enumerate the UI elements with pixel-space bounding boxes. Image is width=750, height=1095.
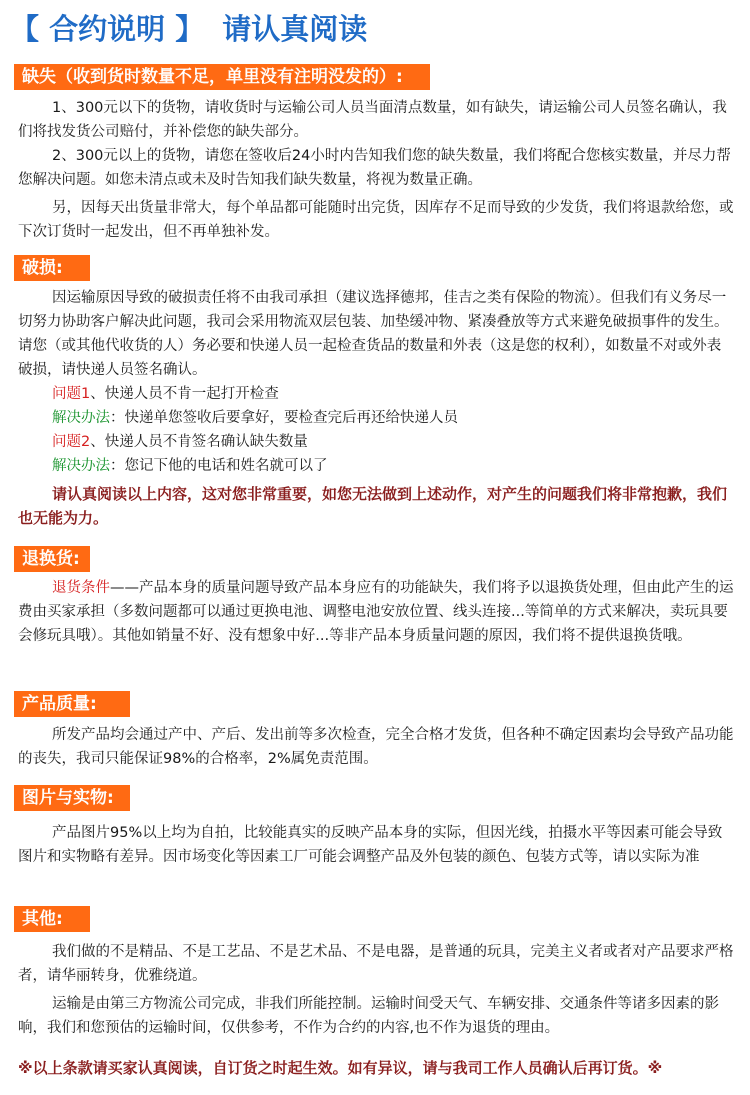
returns-condition-text: ——产品本身的质量问题导致产品本身应有的功能缺失，我们将予以退换货处理，但由此产生的运费由买家承担（多数问题都可以通过更换电池、调整电池安放位置、线头连接...等简单的方式来解决，卖玩具要会修玩具哦）。其他如销量不好、没有想象中好...等非产品本身质量问题的原因，我们将不提供退换货哦。: [18, 580, 734, 644]
other-paragraph-2: 运输是由第三方物流公司完成，非我们所能控制。运输时间受天气、车辆安排、交通条件等诸多因素的影响，我们和您预估的运输时间，仅供参考，不作为合约的内容,也不作为退货的理由。: [18, 996, 719, 1036]
question-2-text: 、快递人员不肯签名确认缺失数量: [90, 434, 308, 450]
question-1-label: 问题1: [52, 386, 91, 402]
damage-question-2: [18, 430, 734, 454]
shortage-paragraph-2: 2、300元以上的货物，请您在签收后24小时内告知我们您的缺失数量，我们将配合您核实数量，并尽力帮您解决问题。如您未清点或未及时告知我们缺失数量，将视为数量正确。: [18, 148, 731, 188]
shortage-paragraph-1: 1、300元以下的货物，请收货时与运输公司人员当面清点数量，如有缺失，请运输公司人员签名确认，我们将找发货公司赔付，并补偿您的缺失部分。: [18, 100, 727, 140]
solution-1-label: 解决办法: [52, 410, 110, 426]
section-header-quality: 产品质量:: [14, 691, 130, 717]
section-body-quality: [18, 723, 734, 771]
title-main: 【 合约说明 】: [10, 12, 205, 46]
damage-solution-2: [18, 454, 734, 478]
damage-solution-1: [18, 406, 734, 430]
solution-2-text: ：您记下他的电话和姓名就可以了: [110, 458, 328, 474]
images-paragraph: 产品图片95%以上均为自拍，比较能真实的反映产品本身的实际，但因光线，拍摄水平等因素可能会导致图片和实物略有差异。因市场变化等因素工厂可能会调整产品及外包装的颜色、包装方式等，请以实际为准: [18, 825, 723, 865]
other-paragraph-1: 我们做的不是精品、不是工艺品、不是艺术品、不是电器，是普通的玩具，完美主义者或者对产品要求严格者，请华丽转身，优雅绕道。: [18, 944, 734, 984]
question-1-text: 、快递人员不肯一起打开检查: [90, 386, 279, 402]
damage-question-1: [18, 382, 734, 406]
section-header-other: 其他:: [14, 906, 90, 932]
solution-1-text: ：快递单您签收后要拿好，要检查完后再还给快递人员: [110, 410, 458, 426]
section-body-shortage: [18, 96, 734, 244]
shortage-paragraph-3: 另，因每天出货量非常大，每个单品都可能随时出完货，因库存不足而导致的少发货，我们将退款给您，或下次订货时一起发出，但不再单独补发。: [18, 200, 734, 240]
section-body-other: [18, 940, 734, 1040]
section-header-damage: 破损:: [14, 255, 90, 281]
page-title: [10, 4, 367, 54]
title-sub: 请认真阅读: [222, 12, 368, 46]
section-body-damage: [18, 286, 734, 530]
section-header-shortage: 缺失（收到货时数量不足，单里没有注明没发的）:: [14, 64, 430, 90]
quality-paragraph: 所发产品均会通过产中、产后、发出前等多次检查，完全合格才发货，但各种不确定因素均会导致产品功能的丧失，我司只能保证98%的合格率，2%属免责范围。: [18, 727, 734, 767]
footer-notice: ※以上条款请买家认真阅读，自订货之时起生效。如有异议，请与我司工作人员确认后再订货。※: [18, 1059, 663, 1077]
returns-condition-label: 退货条件: [52, 580, 110, 596]
question-2-label: 问题2: [52, 434, 91, 450]
section-body-images: [18, 821, 734, 869]
solution-2-label: 解决办法: [52, 458, 110, 474]
section-header-returns: 退换货:: [14, 546, 90, 572]
section-header-images: 图片与实物:: [14, 785, 130, 811]
section-body-returns: [18, 576, 734, 648]
damage-paragraph: 因运输原因导致的破损责任将不由我司承担（建议选择德邦，佳吉之类有保险的物流）。但我们有义务尽一切努力协助客户解决此问题，我司会采用物流双层包装、加垫缓冲物、紧凑叠放等方式来避免破损事件的发生。请您（或其他代收货的人）务必要和快递人员一起检查货品的数量和外表（这是您的权利），如数量不对或外表破损，请快递人员签名确认。: [18, 290, 729, 378]
damage-warning: 请认真阅读以上内容，这对您非常重要，如您无法做到上述动作，对产生的问题我们将非常抱歉，我们也无能为力。: [18, 485, 728, 527]
returns-paragraph: [18, 576, 734, 648]
